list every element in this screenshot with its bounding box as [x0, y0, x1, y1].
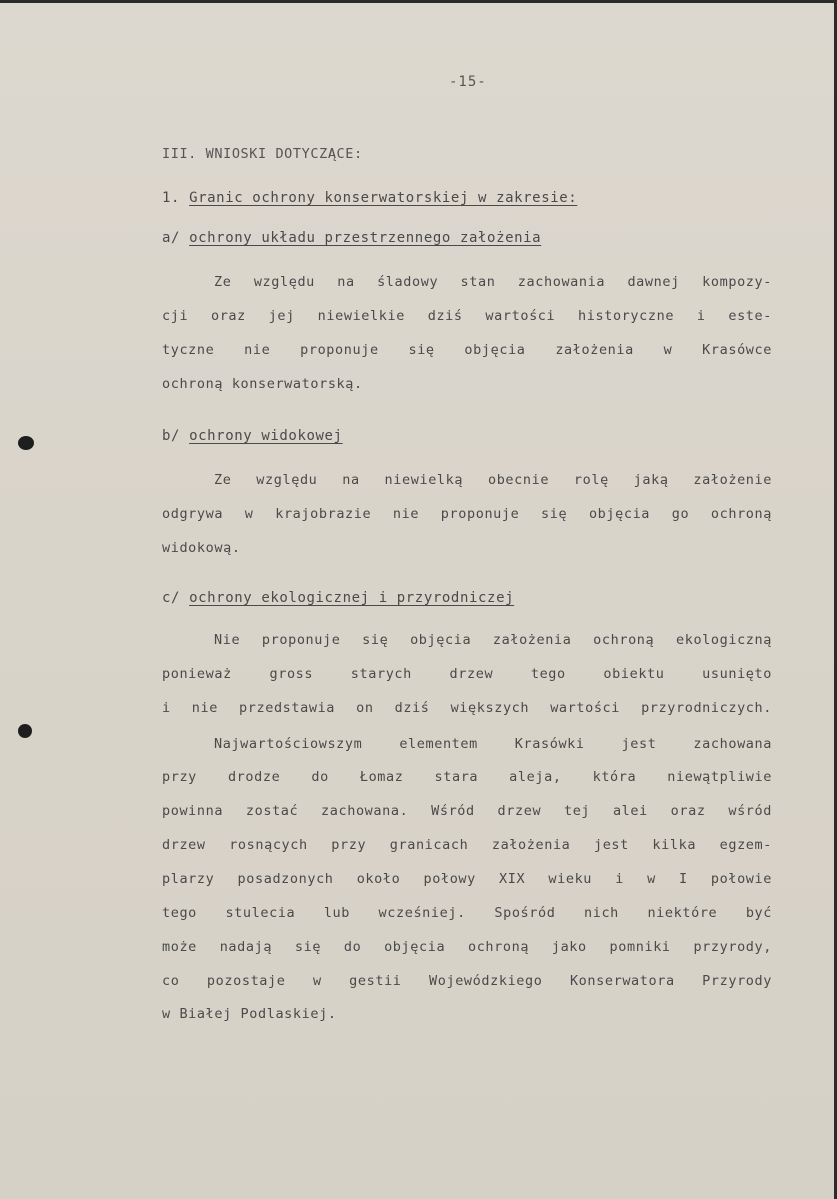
paragraph-line: drzew rosnących przy granicach założenia jest kilka egzem- — [162, 837, 772, 853]
subsection-c-label: c/ — [162, 590, 181, 606]
paragraph-line: co pozostaje w gestii Wojewódzkiego Konserwatora Przyrody — [162, 973, 772, 989]
paragraph-line: ochroną konserwatorską. — [162, 376, 363, 392]
subsection-b-label: b/ — [162, 428, 181, 444]
paragraph-line: Nie proponuje się objęcia założenia ochroną ekologiczną — [214, 632, 772, 648]
paragraph-line: może nadają się do objęcia ochroną jako pomniki przyrody, — [162, 939, 772, 955]
binding-hole-mark — [18, 724, 32, 738]
subsection-b-heading — [162, 428, 343, 444]
paragraph-line: Ze względu na śladowy stan zachowania dawnej kompozy- — [214, 274, 772, 290]
paragraph-line: Ze względu na niewielką obecnie rolę jaką założenie — [214, 472, 772, 488]
paragraph-line: odgrywa w krajobrazie nie proponuje się objęcia go ochroną — [162, 506, 772, 522]
paragraph-line: tego stulecia lub wcześniej. Spośród nich niektóre być — [162, 905, 772, 921]
paragraph-line: plarzy posadzonych około połowy XIX wieku i w I połowie — [162, 871, 772, 887]
binding-hole-mark — [18, 436, 34, 450]
section-title: III. WNIOSKI DOTYCZĄCE: — [162, 146, 363, 162]
paragraph-line: ponieważ gross starych drzew tego obiektu usunięto — [162, 666, 772, 682]
paragraph-line: Najwartościowszym elementem Krasówki jest zachowana — [214, 736, 772, 752]
subsection-a-heading — [162, 230, 541, 246]
paragraph-line: powinna zostać zachowana. Wśród drzew tej alei oraz wśród — [162, 803, 772, 819]
point-1-number: 1. — [162, 190, 181, 206]
point-1-title: Granic ochrony konserwatorskiej w zakresie: — [189, 190, 578, 206]
paragraph-line: tyczne nie proponuje się objęcia założenia w Krasówce — [162, 342, 772, 358]
paragraph-line: cji oraz jej niewielkie dziś wartości historyczne i este- — [162, 308, 772, 324]
paragraph-line: przy drodze do Łomaz stara aleja, która niewątpliwie — [162, 769, 772, 785]
subsection-b-title: ochrony widokowej — [189, 428, 343, 444]
paragraph-line: widokową. — [162, 540, 241, 556]
point-1-heading — [162, 190, 577, 206]
paragraph-line: w Białej Podlaskiej. — [162, 1006, 337, 1022]
page-number: -15- — [449, 74, 487, 90]
subsection-a-label: a/ — [162, 230, 181, 246]
subsection-c-title: ochrony ekologicznej i przyrodniczej — [189, 590, 515, 606]
page-edge — [0, 0, 837, 3]
paragraph-line: i nie przedstawia on dziś większych wartości przyrodniczych. — [162, 700, 772, 716]
subsection-a-title: ochrony układu przestrzennego założenia — [189, 230, 542, 246]
subsection-c-heading — [162, 590, 514, 606]
